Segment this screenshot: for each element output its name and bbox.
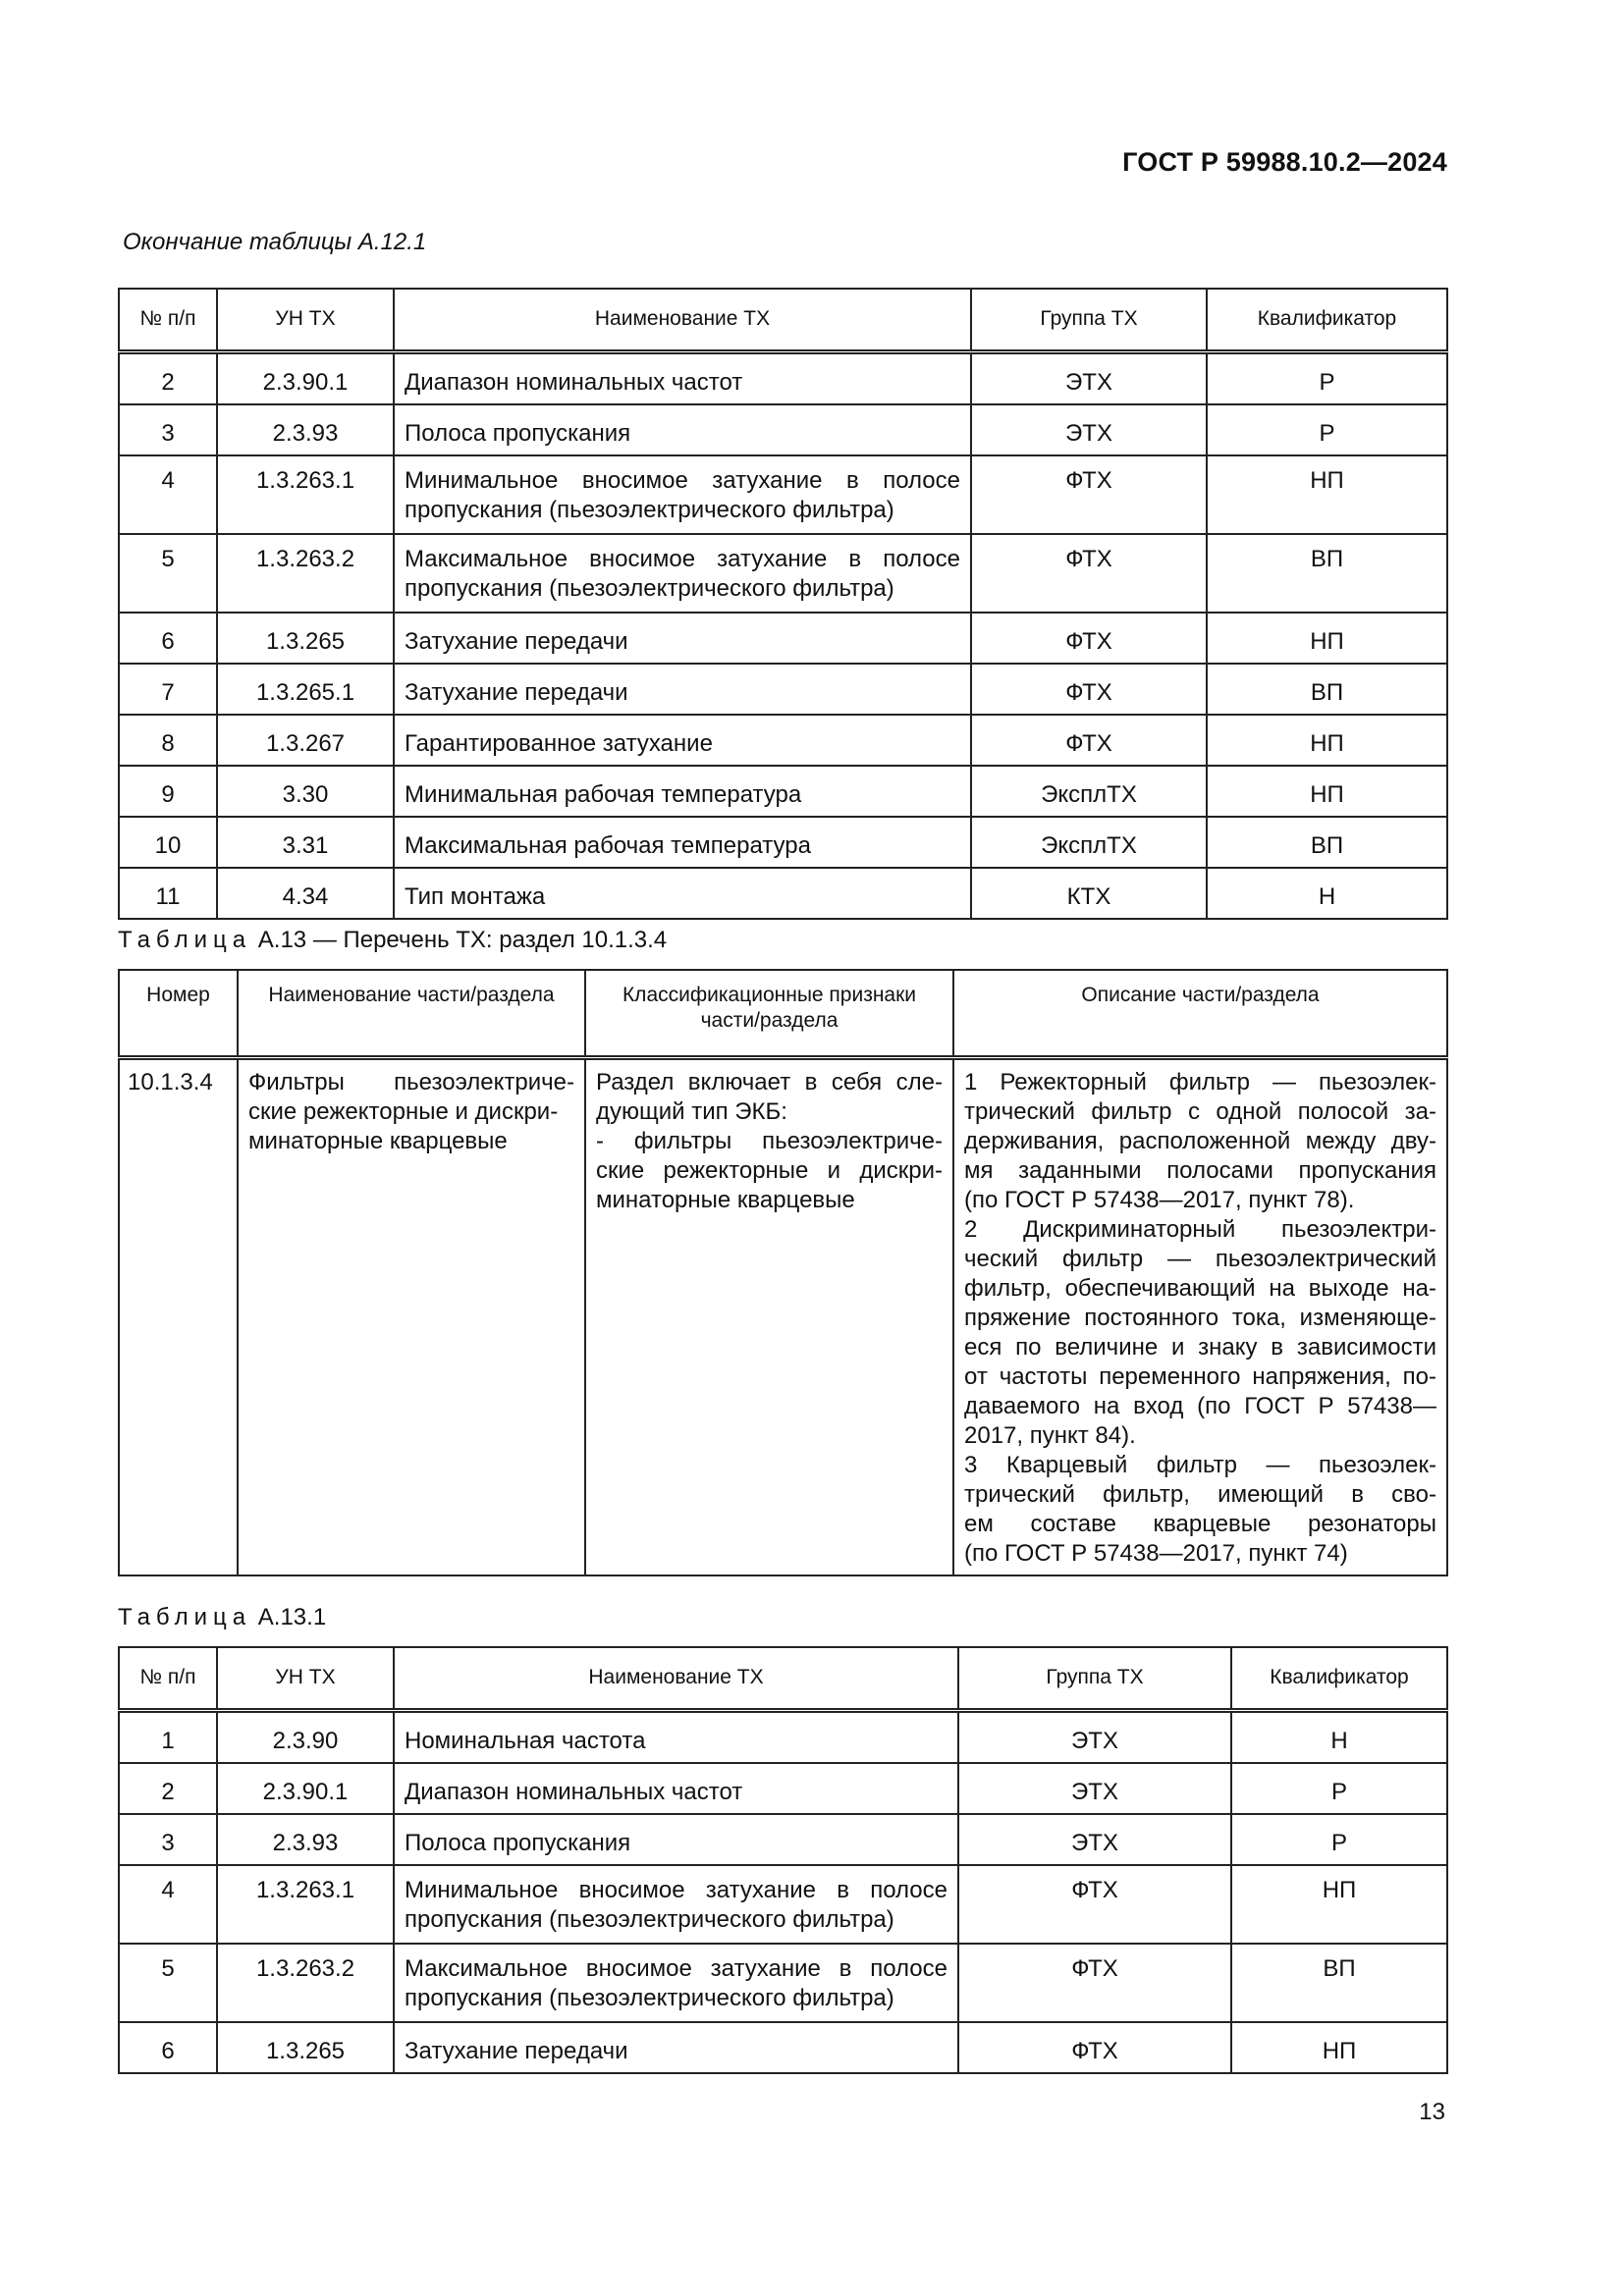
row-name-line: Минимальное вносимое затухание в полосе — [405, 466, 960, 494]
table-row — [119, 613, 1447, 664]
row-group: ЭТХ — [958, 1763, 1231, 1814]
document-code: ГОСТ Р 59988.10.2—2024 — [1122, 147, 1447, 177]
table-row — [119, 1057, 1447, 1575]
table-label: Таблица — [118, 927, 252, 953]
table-a12-1-caption: Окончание таблицы А.12.1 — [123, 229, 427, 255]
row-number: 2 — [119, 351, 217, 404]
row-number: 5 — [119, 1944, 217, 2022]
table-a13-1-caption — [118, 1603, 326, 1632]
row-name — [394, 1814, 958, 1865]
text-line: Фильтры пьезоэлектриче- — [248, 1068, 574, 1095]
col-header-qualifier: Квалификатор — [1207, 289, 1447, 351]
text-line: Раздел включает в себя сле- — [596, 1068, 943, 1095]
row-name — [394, 1763, 958, 1814]
row-qualifier: НП — [1207, 715, 1447, 766]
row-group: КТХ — [971, 868, 1207, 919]
table-row — [119, 455, 1447, 534]
row-name — [394, 664, 971, 715]
row-qualifier: ВП — [1207, 664, 1447, 715]
text-line: 3 Кварцевый фильтр — пьезоэлек- — [964, 1451, 1436, 1478]
table-label: Таблица — [118, 1604, 252, 1630]
row-qualifier: НП — [1207, 613, 1447, 664]
text-line: 2017, пункт 84). — [964, 1421, 1136, 1449]
table-header-row — [119, 970, 1447, 1057]
text-line: - фильтры пьезоэлектриче- — [596, 1127, 943, 1154]
table-row — [119, 2022, 1447, 2073]
section-number: 10.1.3.4 — [119, 1057, 238, 1575]
table-title: А.13 — Перечень ТХ: раздел 10.1.3.4 — [257, 927, 668, 953]
row-number: 6 — [119, 613, 217, 664]
text-line: дующий тип ЭКБ: — [596, 1097, 787, 1125]
row-name — [394, 715, 971, 766]
row-name-line: пропускания (пьезоэлектрического фильтра) — [405, 574, 894, 602]
row-name-line: пропускания (пьезоэлектрического фильтра) — [405, 1905, 894, 1933]
row-name — [394, 455, 971, 534]
row-qualifier: Н — [1207, 868, 1447, 919]
row-name — [394, 1944, 958, 2022]
row-code: 2.3.90 — [217, 1710, 394, 1763]
row-name-line: Диапазон номинальных частот — [405, 368, 743, 396]
text-line: ские режекторные и дискри- — [248, 1097, 559, 1125]
text-line: еся по величине и знаку в зависимости — [964, 1333, 1436, 1361]
row-code: 4.34 — [217, 868, 394, 919]
row-group: ЭТХ — [971, 404, 1207, 455]
table-row — [119, 1763, 1447, 1814]
row-code: 3.30 — [217, 766, 394, 817]
row-name-line: Минимальная рабочая температура — [405, 780, 802, 808]
row-number: 4 — [119, 455, 217, 534]
text-line: (по ГОСТ Р 57438—2017, пункт 74) — [964, 1539, 1348, 1567]
col-header-features: Классификационные признаки части/раздела — [585, 970, 953, 1057]
row-name-line: Диапазон номинальных частот — [405, 1778, 743, 1805]
row-code: 3.31 — [217, 817, 394, 868]
row-group: ФТХ — [958, 1865, 1231, 1944]
table-row — [119, 766, 1447, 817]
text-line: минаторные кварцевые — [248, 1127, 508, 1154]
row-name-line: Затухание передачи — [405, 678, 628, 706]
row-name — [394, 817, 971, 868]
row-qualifier: Р — [1231, 1763, 1447, 1814]
row-name-line: Максимальная рабочая температура — [405, 831, 811, 859]
col-header-code: УН ТХ — [217, 289, 394, 351]
row-number: 5 — [119, 534, 217, 613]
col-header-section-name: Наименование части/раздела — [238, 970, 585, 1057]
col-header-group: Группа ТХ — [971, 289, 1207, 351]
row-group: ФТХ — [971, 455, 1207, 534]
table-row — [119, 868, 1447, 919]
row-name-line: Полоса пропускания — [405, 1829, 631, 1856]
table-a13-caption — [118, 926, 667, 955]
row-name — [394, 868, 971, 919]
text-line: ские режекторные и дискри- — [596, 1156, 943, 1184]
section-name — [238, 1057, 585, 1575]
col-header-name: Наименование ТХ — [394, 289, 971, 351]
row-number: 4 — [119, 1865, 217, 1944]
row-qualifier: Н — [1231, 1710, 1447, 1763]
row-code: 1.3.267 — [217, 715, 394, 766]
row-number: 3 — [119, 404, 217, 455]
table-row — [119, 404, 1447, 455]
text-line: от частоты переменного напряжения, по- — [964, 1362, 1436, 1390]
text-line: минаторные кварцевые — [596, 1186, 855, 1213]
text-line: ем составе кварцевые резонаторы — [964, 1510, 1436, 1537]
row-name — [394, 534, 971, 613]
row-name-line: Гарантированное затухание — [405, 729, 713, 757]
row-code: 1.3.265.1 — [217, 664, 394, 715]
text-line: трический фильтр, имеющий в сво- — [964, 1480, 1436, 1508]
row-qualifier: ВП — [1207, 534, 1447, 613]
row-code: 1.3.265 — [217, 2022, 394, 2073]
row-qualifier: ВП — [1207, 817, 1447, 868]
row-code: 2.3.90.1 — [217, 1763, 394, 1814]
col-header-group: Группа ТХ — [958, 1647, 1231, 1710]
table-row — [119, 1865, 1447, 1944]
col-header-num: № п/п — [119, 289, 217, 351]
text-line: ческий фильтр — пьезоэлектрический — [964, 1245, 1436, 1272]
row-number: 2 — [119, 1763, 217, 1814]
text-line: 1 Режекторный фильтр — пьезоэлек- — [964, 1068, 1436, 1095]
col-header-number: Номер — [119, 970, 238, 1057]
table-header-row — [119, 1647, 1447, 1710]
row-qualifier: Р — [1231, 1814, 1447, 1865]
row-code: 1.3.263.2 — [217, 534, 394, 613]
row-group: ФТХ — [971, 613, 1207, 664]
row-qualifier: Р — [1207, 351, 1447, 404]
table-row — [119, 664, 1447, 715]
row-name — [394, 2022, 958, 2073]
row-name — [394, 1710, 958, 1763]
table-row — [119, 715, 1447, 766]
text-line: трический фильтр с одной полосой за- — [964, 1097, 1436, 1125]
row-group: ЭТХ — [958, 1710, 1231, 1763]
row-code: 2.3.93 — [217, 1814, 394, 1865]
text-line: даваемого на вход (по ГОСТ Р 57438— — [964, 1392, 1436, 1419]
row-number: 6 — [119, 2022, 217, 2073]
row-group: ФТХ — [958, 2022, 1231, 2073]
text-line: пряжение постоянного тока, изменяюще- — [964, 1304, 1436, 1331]
section-features — [585, 1057, 953, 1575]
row-code: 2.3.93 — [217, 404, 394, 455]
row-name — [394, 766, 971, 817]
row-code: 1.3.263.1 — [217, 1865, 394, 1944]
row-name — [394, 1865, 958, 1944]
row-number: 1 — [119, 1710, 217, 1763]
row-number: 3 — [119, 1814, 217, 1865]
row-code: 1.3.265 — [217, 613, 394, 664]
row-group: ФТХ — [958, 1944, 1231, 2022]
text-line: 2 Дискриминаторный пьезоэлектри- — [964, 1215, 1436, 1243]
row-qualifier: ВП — [1231, 1944, 1447, 2022]
row-name — [394, 404, 971, 455]
row-name-line: Максимальное вносимое затухание в полосе — [405, 545, 960, 572]
table-row — [119, 1710, 1447, 1763]
table-row — [119, 534, 1447, 613]
row-group: ФТХ — [971, 534, 1207, 613]
table-a13 — [118, 969, 1448, 1576]
row-qualifier: НП — [1231, 1865, 1447, 1944]
col-header-name: Наименование ТХ — [394, 1647, 958, 1710]
col-header-code: УН ТХ — [217, 1647, 394, 1710]
row-number: 8 — [119, 715, 217, 766]
row-group: ФТХ — [971, 715, 1207, 766]
row-number: 10 — [119, 817, 217, 868]
table-a12-1 — [118, 288, 1448, 920]
row-number: 7 — [119, 664, 217, 715]
row-name — [394, 351, 971, 404]
row-name-line: Максимальное вносимое затухание в полосе — [405, 1954, 947, 1982]
row-group: ЭТХ — [971, 351, 1207, 404]
table-row — [119, 1944, 1447, 2022]
row-qualifier: Р — [1207, 404, 1447, 455]
table-header-row — [119, 289, 1447, 351]
row-code: 1.3.263.2 — [217, 1944, 394, 2022]
row-name — [394, 613, 971, 664]
row-qualifier: НП — [1207, 455, 1447, 534]
page-number: 13 — [1419, 2099, 1445, 2125]
text-line: мя заданными полосами пропускания — [964, 1156, 1436, 1184]
text-line: фильтр, обеспечивающий на выходе на- — [964, 1274, 1436, 1302]
row-name-line: Номинальная частота — [405, 1727, 646, 1754]
row-name-line: Минимальное вносимое затухание в полосе — [405, 1876, 947, 1903]
col-header-description: Описание части/раздела — [953, 970, 1447, 1057]
table-row — [119, 351, 1447, 404]
row-code: 2.3.90.1 — [217, 351, 394, 404]
row-name-line: Полоса пропускания — [405, 419, 631, 447]
row-code: 1.3.263.1 — [217, 455, 394, 534]
row-name-line: пропускания (пьезоэлектрического фильтра) — [405, 496, 894, 523]
table-a13-1 — [118, 1646, 1448, 2074]
row-qualifier: НП — [1231, 2022, 1447, 2073]
col-header-qualifier: Квалификатор — [1231, 1647, 1447, 1710]
row-number: 11 — [119, 868, 217, 919]
row-group: ФТХ — [971, 664, 1207, 715]
row-number: 9 — [119, 766, 217, 817]
section-description — [953, 1057, 1447, 1575]
row-name-line: Затухание передачи — [405, 2037, 628, 2064]
row-group: ЭксплТХ — [971, 766, 1207, 817]
table-row — [119, 1814, 1447, 1865]
text-line: (по ГОСТ Р 57438—2017, пункт 78). — [964, 1186, 1355, 1213]
col-header-num: № п/п — [119, 1647, 217, 1710]
text-line: держивания, расположенной между дву- — [964, 1127, 1436, 1154]
row-group: ЭксплТХ — [971, 817, 1207, 868]
row-group: ЭТХ — [958, 1814, 1231, 1865]
table-title: А.13.1 — [257, 1604, 327, 1630]
row-name-line: Затухание передачи — [405, 627, 628, 655]
row-qualifier: НП — [1207, 766, 1447, 817]
table-row — [119, 817, 1447, 868]
row-name-line: пропускания (пьезоэлектрического фильтра) — [405, 1984, 894, 2011]
row-name-line: Тип монтажа — [405, 882, 546, 910]
